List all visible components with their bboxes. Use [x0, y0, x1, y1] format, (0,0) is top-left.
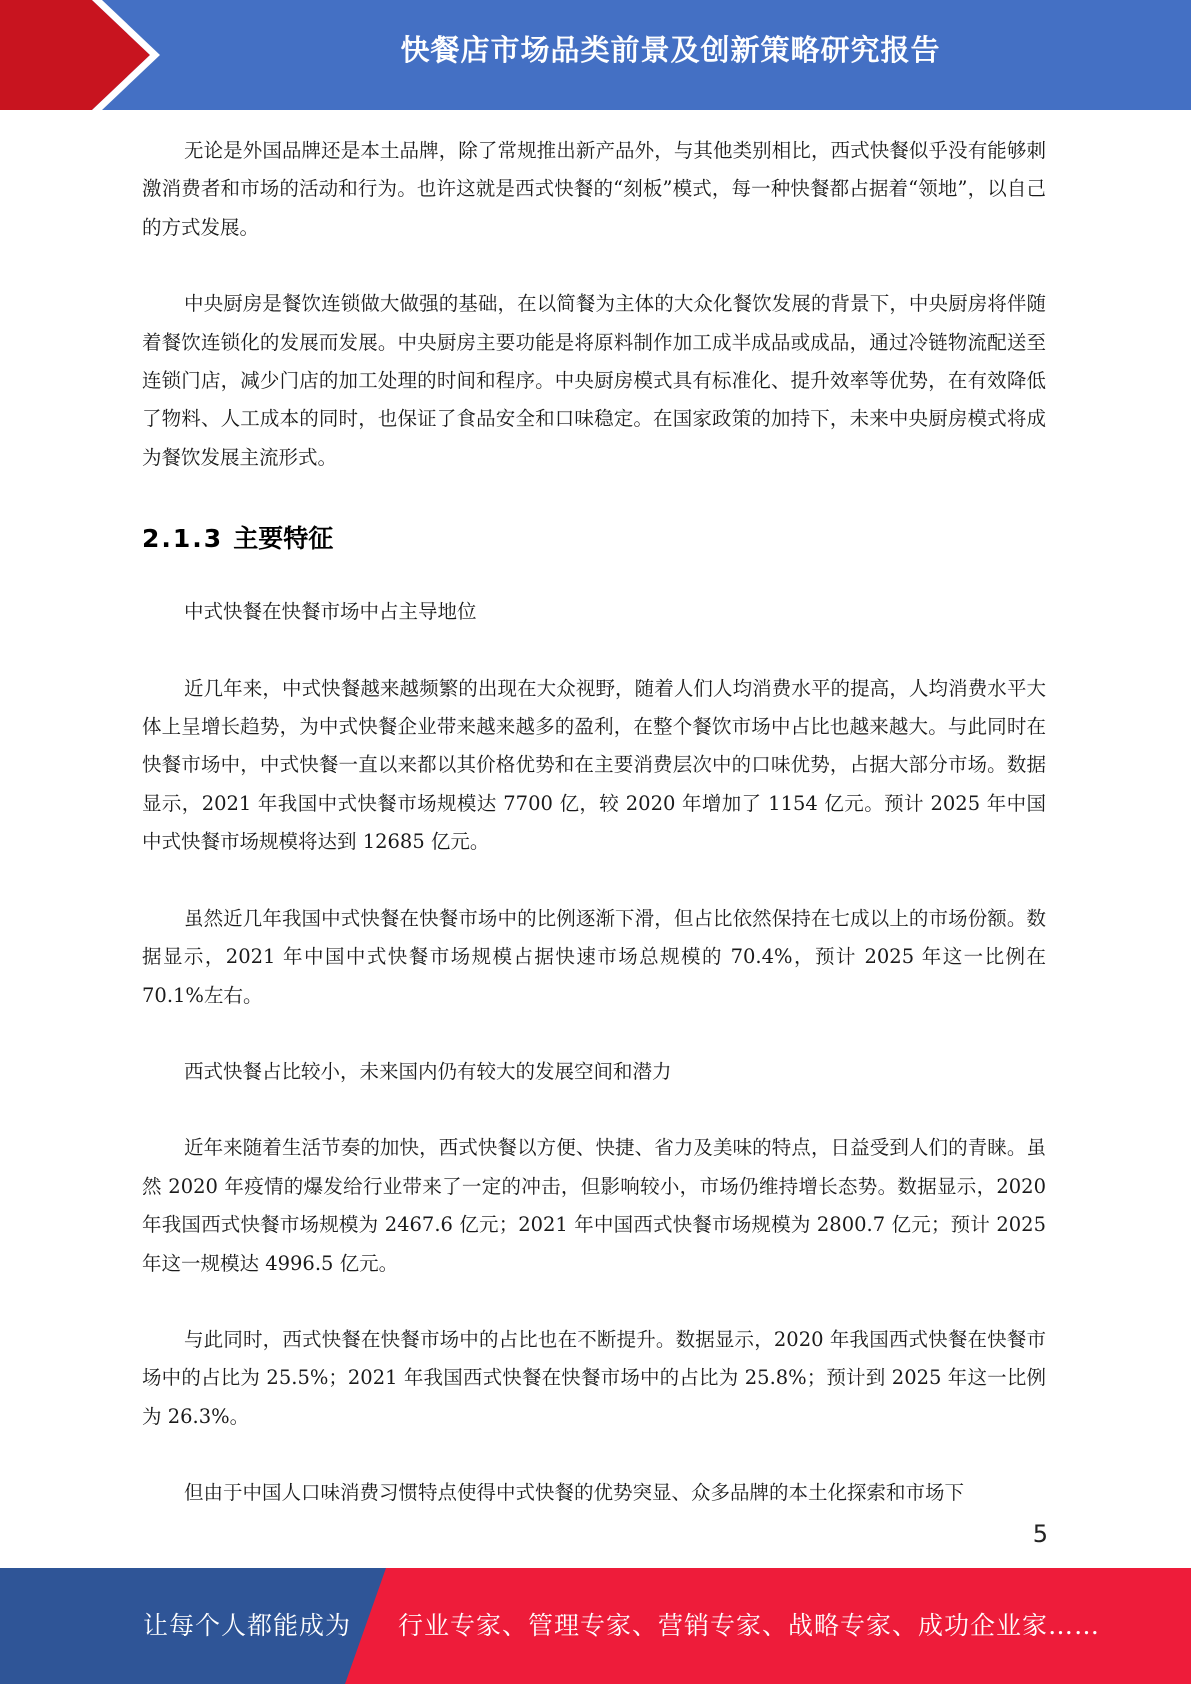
paragraph: 与此同时，西式快餐在快餐市场中的占比也在不断提升。数据显示，2020 年我国西式快餐在快餐市场中的占比为 25.5%；2021 年我国西式快餐在快餐市场中的占比为 25.8%；预计到 2025 年这一比例为 26.3%。	[142, 1327, 1046, 1428]
report-title: 快餐店市场品类前景及创新策略研究报告	[400, 33, 941, 67]
document-body	[142, 132, 1046, 1513]
subheading: 西式快餐占比较小，未来国内仍有较大的发展空间和潜力	[184, 1059, 672, 1083]
paragraph: 中央厨房是餐饮连锁做大做强的基础，在以简餐为主体的大众化餐饮发展的背景下，中央厨房将伴随着餐饮连锁化的发展而发展。中央厨房主要功能是将原料制作加工成半成品或成品，通过冷链物流配送至连锁门店，减少门店的加工处理的时间和程序。中央厨房模式具有标准化、提升效率等优势，在有效降低了物料、人工成本的同时，也保证了食品安全和口味稳定。在国家政策的加持下，未来中央厨房模式将成为餐饮发展主流形式。	[142, 292, 1046, 469]
section-number: 2.1.3	[142, 524, 224, 554]
paragraph: 无论是外国品牌还是本土品牌，除了常规推出新产品外，与其他类别相比，西式快餐似乎没有能够刺激消费者和市场的活动和行为。也许这就是西式快餐的“刻板”模式，每一种快餐都占据着“领地”，以自己的方式发展。	[142, 139, 1046, 239]
paragraph: 近几年来，中式快餐越来越频繁的出现在大众视野，随着人们人均消费水平的提高，人均消费水平大体上呈增长趋势，为中式快餐企业带来越来越多的盈利，在整个餐饮市场中占比也越来越大。与此同时在快餐市场中，中式快餐一直以来都以其价格优势和在主要消费层次中的口味优势，占据大部分市场。数据显示，2021 年我国中式快餐市场规模达 7700 亿，较 2020 年增加了 1154 亿元。预计 2025 年中国中式快餐市场规模将达到 12685 亿元。	[142, 676, 1046, 854]
page-footer	[0, 1568, 1191, 1684]
section-heading	[142, 517, 1046, 561]
footer-slogan-right: 行业专家、管理专家、营销专家、战略专家、成功企业家……	[398, 1611, 1101, 1640]
footer-slogan-left: 让每个人都能成为	[143, 1611, 352, 1640]
section-title: 主要特征	[233, 524, 334, 554]
paragraph: 近年来随着生活节奏的加快，西式快餐以方便、快捷、省力及美味的特点，日益受到人们的青睐。虽然 2020 年疫情的爆发给行业带来了一定的冲击，但影响较小，市场仍维持增长态势。数据显示，2020 年我国西式快餐市场规模为 2467.6 亿元；2021 年中国西式快餐市场规模为 2800.7 亿元；预计 2025 年这一规模达 4996.5 亿元。	[142, 1136, 1046, 1275]
subheading: 中式快餐在快餐市场中占主导地位	[184, 600, 477, 624]
page-header	[0, 0, 1191, 110]
page-number: 5	[1032, 1520, 1048, 1548]
paragraph: 虽然近几年我国中式快餐在快餐市场中的比例逐渐下滑，但占比依然保持在七成以上的市场份额。数据显示，2021 年中国中式快餐市场规模占据快速市场总规模的 70.4%，预计 2025 年这一比例在 70.1%左右。	[142, 906, 1046, 1007]
paragraph: 但由于中国人口味消费习惯特点使得中式快餐的优势突显、众多品牌的本土化探索和市场下	[184, 1481, 965, 1505]
